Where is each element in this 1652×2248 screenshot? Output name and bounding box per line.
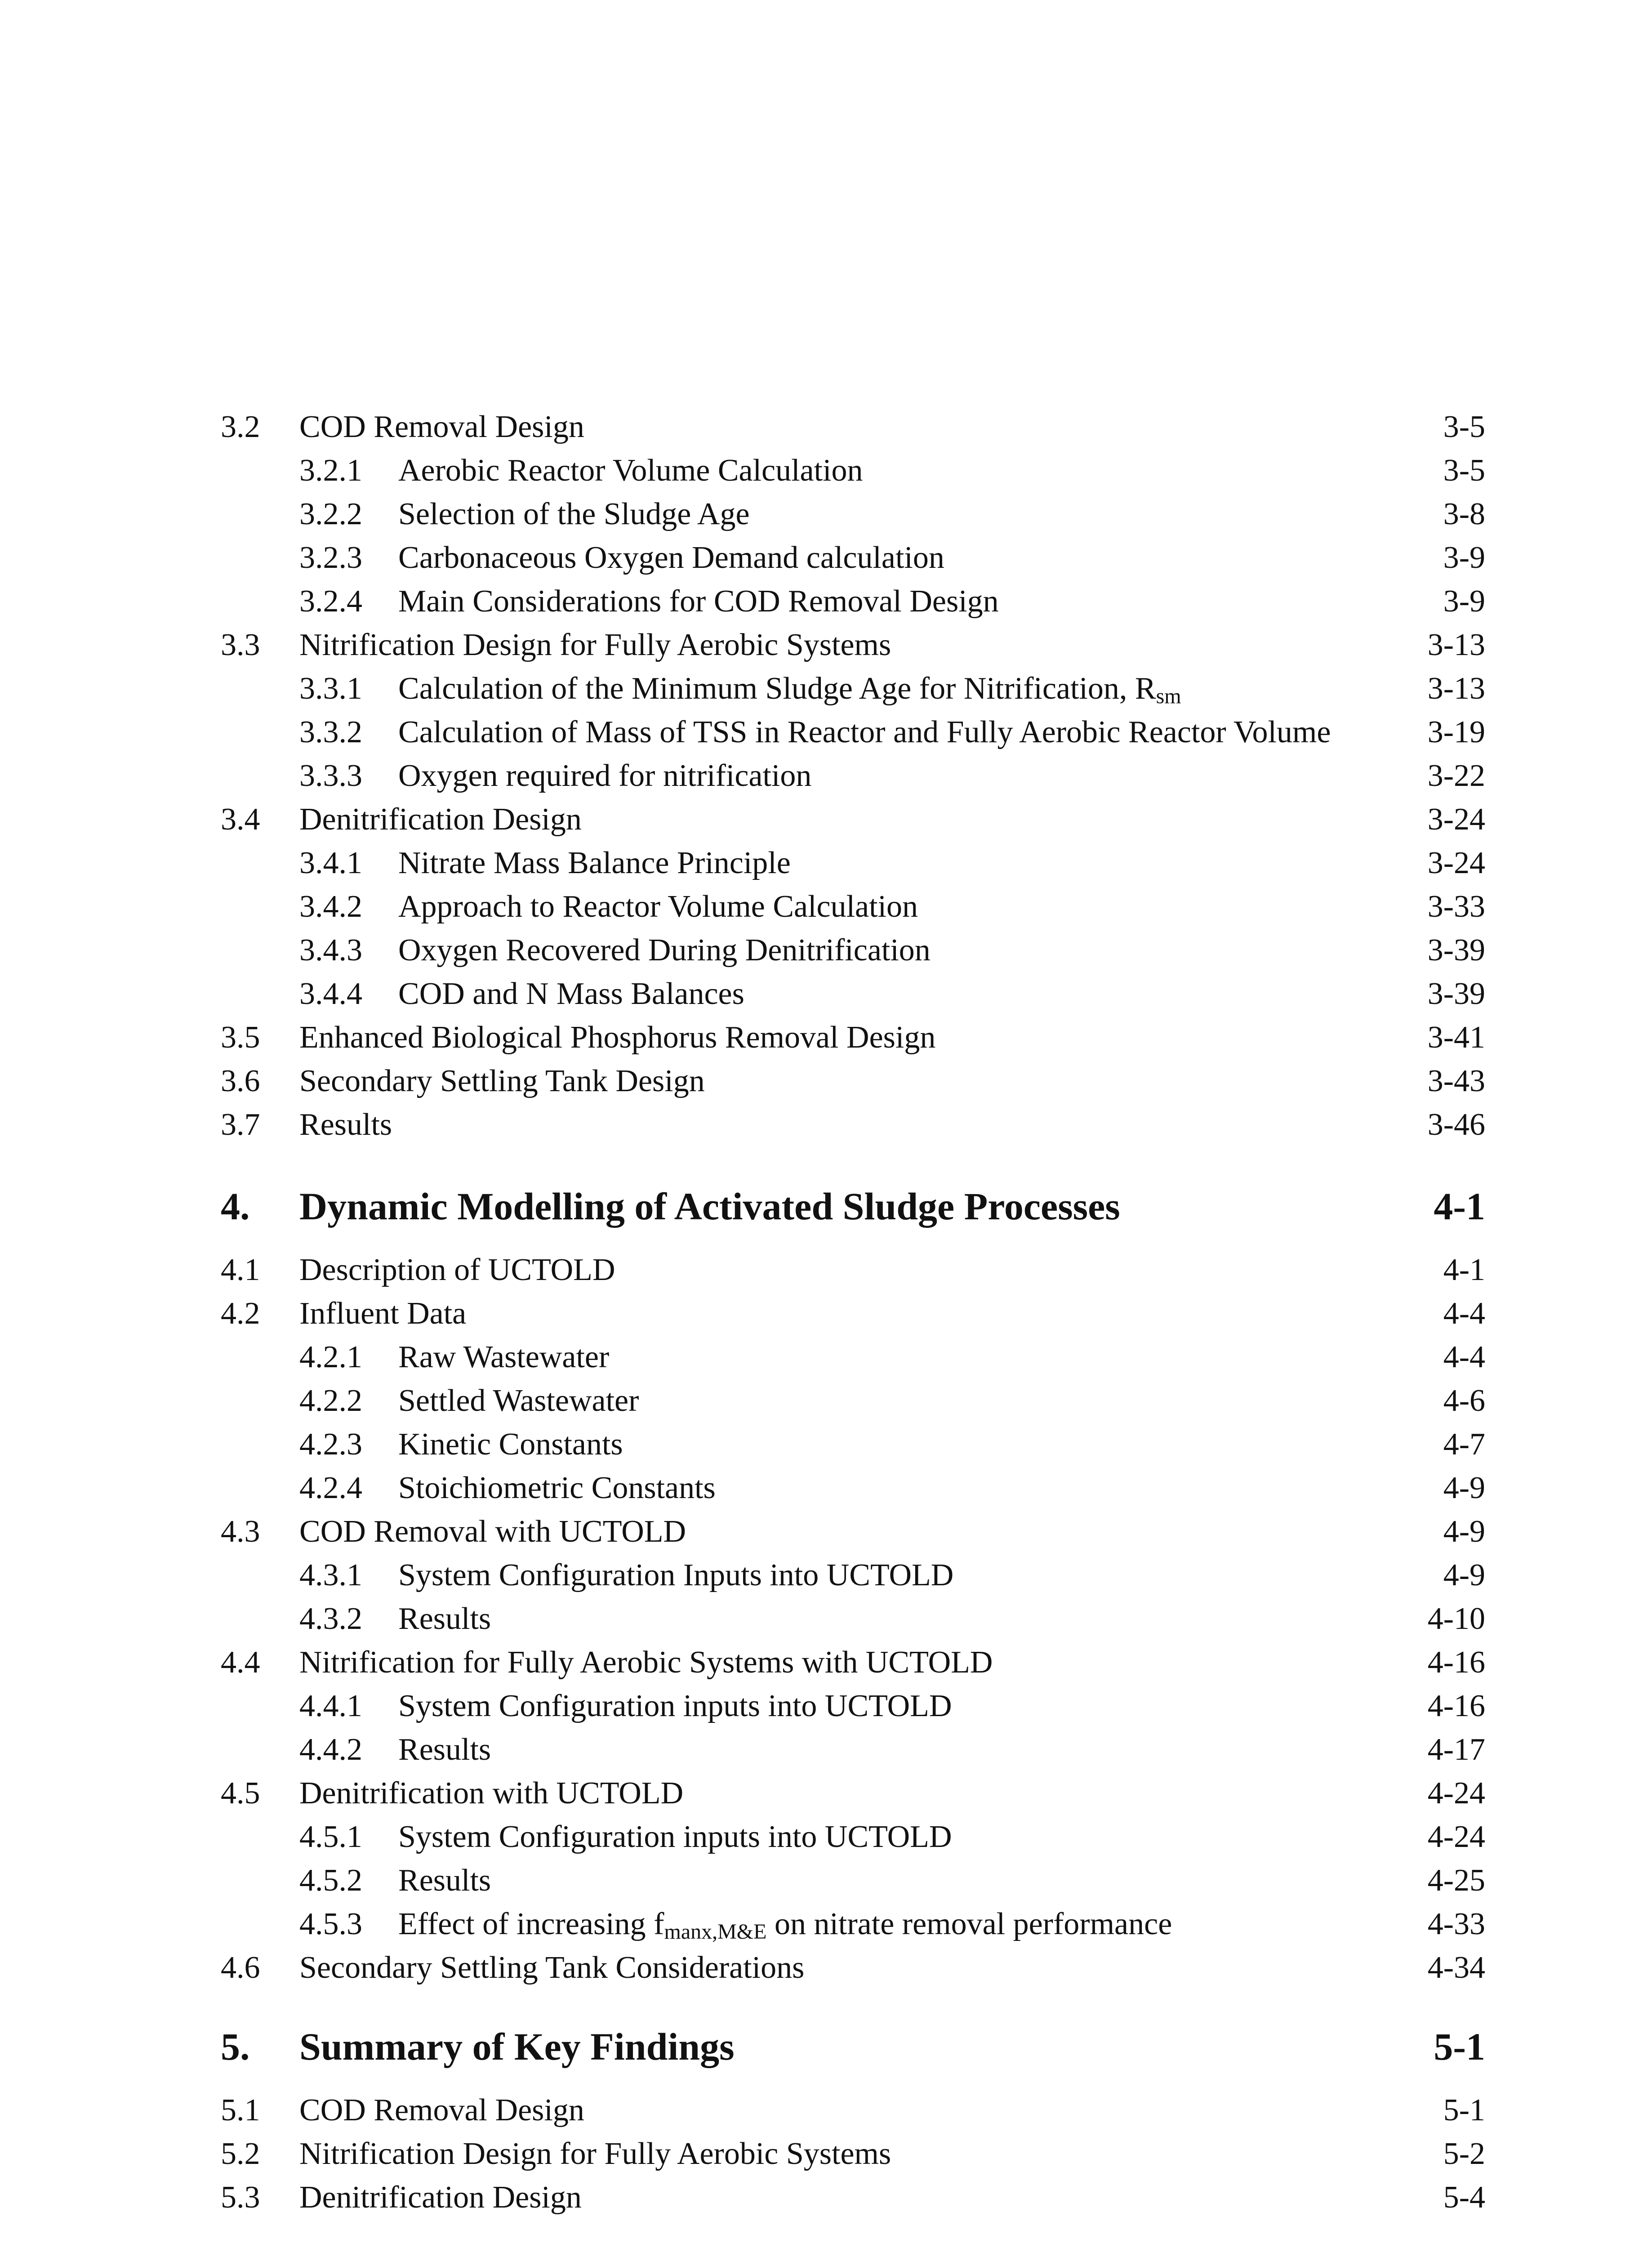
toc-entry-4-1[interactable] bbox=[0, 1249, 1652, 1292]
page-number: 4-33 bbox=[1427, 1907, 1485, 1941]
toc-entry-4-3-2[interactable] bbox=[0, 1597, 1652, 1641]
section-number: 4.5.3 bbox=[299, 1907, 362, 1941]
toc-entry-4-3-1[interactable] bbox=[0, 1554, 1652, 1597]
section-title: Influent Data bbox=[299, 1296, 467, 1331]
toc-entry-3-2[interactable] bbox=[0, 406, 1652, 449]
section-number: 4.5.2 bbox=[299, 1863, 362, 1898]
page-number: 5-4 bbox=[1443, 2180, 1485, 2215]
section-title bbox=[398, 667, 1181, 714]
page-number: 5-1 bbox=[1434, 2025, 1485, 2068]
toc-entry-4-5[interactable] bbox=[0, 1772, 1652, 1815]
toc-entry-3-4-1[interactable] bbox=[0, 842, 1652, 885]
toc-entry-4-5-1[interactable] bbox=[0, 1815, 1652, 1859]
page-number: 3-24 bbox=[1427, 802, 1485, 837]
toc-entry-4-2-4[interactable] bbox=[0, 1467, 1652, 1510]
page-number: 3-39 bbox=[1427, 933, 1485, 968]
section-number: 3.2.1 bbox=[299, 453, 362, 488]
page-number: 3-19 bbox=[1427, 715, 1485, 749]
page-number: 4-4 bbox=[1443, 1340, 1485, 1374]
page-number: 3-24 bbox=[1427, 846, 1485, 880]
toc-entry-3-2-1[interactable] bbox=[0, 449, 1652, 492]
section-title: Raw Wastewater bbox=[398, 1340, 610, 1374]
page-number: 3-9 bbox=[1443, 584, 1485, 619]
toc-entry-4-2-2[interactable] bbox=[0, 1379, 1652, 1423]
section-number: 3.5 bbox=[221, 1020, 260, 1055]
section-number: 3.6 bbox=[221, 1064, 260, 1098]
section-number: 3.4.3 bbox=[299, 933, 362, 968]
page-number: 3-8 bbox=[1443, 497, 1485, 531]
section-number: 4.1 bbox=[221, 1253, 260, 1287]
section-title: Secondary Settling Tank Design bbox=[299, 1064, 705, 1098]
section-title: Enhanced Biological Phosphorus Removal Design bbox=[299, 1020, 936, 1055]
section-number: 5.1 bbox=[221, 2093, 260, 2128]
page-number: 4-10 bbox=[1427, 1601, 1485, 1636]
page-number: 3-33 bbox=[1427, 889, 1485, 924]
chapter-number: 4. bbox=[221, 1185, 250, 1228]
page-number: 3-43 bbox=[1427, 1064, 1485, 1098]
toc-entry-3-2-2[interactable] bbox=[0, 493, 1652, 536]
toc-entry-4-5-3[interactable] bbox=[0, 1903, 1652, 1946]
toc-entry-4-4-1[interactable] bbox=[0, 1685, 1652, 1728]
page-number: 4-9 bbox=[1443, 1514, 1485, 1549]
page-number: 4-4 bbox=[1443, 1296, 1485, 1331]
section-title: Carbonaceous Oxygen Demand calculation bbox=[398, 540, 944, 575]
section-number: 4.2.2 bbox=[299, 1383, 362, 1418]
page-number: 4-24 bbox=[1427, 1820, 1485, 1854]
page-number: 3-13 bbox=[1427, 628, 1485, 662]
section-title: System Configuration inputs into UCTOLD bbox=[398, 1689, 952, 1723]
section-number: 4.3 bbox=[221, 1514, 260, 1549]
section-title: Results bbox=[398, 1732, 491, 1767]
toc-entry-4-2-3[interactable] bbox=[0, 1423, 1652, 1466]
section-title: Results bbox=[398, 1863, 491, 1898]
toc-entry-4-2-1[interactable] bbox=[0, 1336, 1652, 1379]
section-title: COD Removal Design bbox=[299, 2093, 584, 2128]
page-number: 3-5 bbox=[1443, 453, 1485, 488]
section-number: 3.2.2 bbox=[299, 497, 362, 531]
section-number: 4.4.1 bbox=[299, 1689, 362, 1723]
toc-chapter-5[interactable] bbox=[0, 2022, 1652, 2071]
section-number: 4.4 bbox=[221, 1645, 260, 1680]
section-number: 3.2.4 bbox=[299, 584, 362, 619]
page-number: 4-9 bbox=[1443, 1558, 1485, 1592]
page-number: 4-7 bbox=[1443, 1427, 1485, 1462]
section-number: 4.4.2 bbox=[299, 1732, 362, 1767]
section-number: 5.2 bbox=[221, 2136, 260, 2171]
section-title: Selection of the Sludge Age bbox=[398, 497, 750, 531]
page-number: 4-34 bbox=[1427, 1950, 1485, 1985]
page-number: 3-22 bbox=[1427, 758, 1485, 793]
section-title: Stoichiometric Constants bbox=[398, 1471, 716, 1505]
section-number: 4.2.3 bbox=[299, 1427, 362, 1462]
toc-entry-4-5-2[interactable] bbox=[0, 1859, 1652, 1902]
section-title: Nitrate Mass Balance Principle bbox=[398, 846, 791, 880]
toc-entry-3-3-3[interactable] bbox=[0, 754, 1652, 798]
page-number: 3-41 bbox=[1427, 1020, 1485, 1055]
title-subscript: manx,M&E bbox=[664, 1920, 767, 1944]
page-number: 4-24 bbox=[1427, 1776, 1485, 1811]
section-number: 3.4.4 bbox=[299, 977, 362, 1011]
title-text: Calculation of the Minimum Sludge Age for Nitrification, R bbox=[398, 671, 1156, 706]
toc-entry-3-3-1[interactable] bbox=[0, 667, 1652, 710]
section-number: 3.3.3 bbox=[299, 758, 362, 793]
section-title: Approach to Reactor Volume Calculation bbox=[398, 889, 918, 924]
title-text: Effect of increasing f bbox=[398, 1907, 664, 1941]
toc-entry-4-6[interactable] bbox=[0, 1946, 1652, 1989]
section-title: COD Removal Design bbox=[299, 410, 584, 444]
toc-entry-3-4-3[interactable] bbox=[0, 929, 1652, 972]
toc-entry-3-2-3[interactable] bbox=[0, 536, 1652, 580]
toc-entry-5-1[interactable] bbox=[0, 2089, 1652, 2132]
toc-entry-3-3[interactable] bbox=[0, 624, 1652, 667]
section-title: Nitrification for Fully Aerobic Systems with UCTOLD bbox=[299, 1645, 993, 1680]
toc-entry-3-3-2[interactable] bbox=[0, 711, 1652, 754]
page-number: 4-1 bbox=[1434, 1185, 1485, 1228]
section-number: 3.3.1 bbox=[299, 671, 362, 706]
page-number: 3-13 bbox=[1427, 671, 1485, 706]
section-number: 4.6 bbox=[221, 1950, 260, 1985]
section-number: 4.2.1 bbox=[299, 1340, 362, 1374]
section-title: COD and N Mass Balances bbox=[398, 977, 744, 1011]
section-number: 4.2 bbox=[221, 1296, 260, 1331]
section-title: Kinetic Constants bbox=[398, 1427, 623, 1462]
section-title: Nitrification Design for Fully Aerobic Systems bbox=[299, 2136, 891, 2171]
page-number: 3-9 bbox=[1443, 540, 1485, 575]
section-number: 3.3 bbox=[221, 628, 260, 662]
toc-entry-3-4-4[interactable] bbox=[0, 972, 1652, 1016]
section-number: 4.5.1 bbox=[299, 1820, 362, 1854]
section-title: Settled Wastewater bbox=[398, 1383, 639, 1418]
section-number: 3.7 bbox=[221, 1107, 260, 1142]
section-title: Calculation of Mass of TSS in Reactor and Fully Aerobic Reactor Volume bbox=[398, 715, 1331, 749]
section-title: Results bbox=[398, 1601, 491, 1636]
toc-entry-4-4-2[interactable] bbox=[0, 1728, 1652, 1771]
chapter-number: 5. bbox=[221, 2025, 250, 2068]
section-number: 4.2.4 bbox=[299, 1471, 362, 1505]
section-title: Secondary Settling Tank Considerations bbox=[299, 1950, 805, 1985]
section-title: System Configuration Inputs into UCTOLD bbox=[398, 1558, 954, 1592]
section-title: Results bbox=[299, 1107, 392, 1142]
section-title: Oxygen required for nitrification bbox=[398, 758, 812, 793]
page-number: 3-46 bbox=[1427, 1107, 1485, 1142]
section-number: 5.3 bbox=[221, 2180, 260, 2215]
toc-entry-4-2[interactable] bbox=[0, 1292, 1652, 1335]
page-number: 3-5 bbox=[1443, 410, 1485, 444]
page-number: 3-39 bbox=[1427, 977, 1485, 1011]
toc-entry-5-2[interactable] bbox=[0, 2132, 1652, 2176]
toc-entry-3-5[interactable] bbox=[0, 1016, 1652, 1059]
section-title: Aerobic Reactor Volume Calculation bbox=[398, 453, 863, 488]
section-number: 4.3.1 bbox=[299, 1558, 362, 1592]
section-number: 3.4 bbox=[221, 802, 260, 837]
section-title: Denitrification Design bbox=[299, 802, 582, 837]
section-title: Denitrification with UCTOLD bbox=[299, 1776, 684, 1811]
section-number: 3.4.1 bbox=[299, 846, 362, 880]
toc-entry-4-4[interactable] bbox=[0, 1641, 1652, 1684]
toc-entry-3-2-4[interactable] bbox=[0, 580, 1652, 623]
section-number: 3.2 bbox=[221, 410, 260, 444]
page-number: 4-16 bbox=[1427, 1645, 1485, 1680]
toc-entry-4-3[interactable] bbox=[0, 1510, 1652, 1553]
page-number: 4-9 bbox=[1443, 1471, 1485, 1505]
page-number: 5-2 bbox=[1443, 2136, 1485, 2171]
page-number: 4-16 bbox=[1427, 1689, 1485, 1723]
page-number: 4-1 bbox=[1443, 1253, 1485, 1287]
section-title: System Configuration inputs into UCTOLD bbox=[398, 1820, 952, 1854]
section-title: Denitrification Design bbox=[299, 2180, 582, 2215]
title-text-after: on nitrate removal performance bbox=[766, 1907, 1172, 1941]
toc-entry-3-7[interactable] bbox=[0, 1103, 1652, 1146]
page-number: 4-17 bbox=[1427, 1732, 1485, 1767]
toc-entry-5-3[interactable] bbox=[0, 2176, 1652, 2219]
section-number: 4.3.2 bbox=[299, 1601, 362, 1636]
toc-entry-3-6[interactable] bbox=[0, 1060, 1652, 1103]
section-title: Oxygen Recovered During Denitrification bbox=[398, 933, 931, 968]
toc-entry-3-4[interactable] bbox=[0, 798, 1652, 841]
section-title: Description of UCTOLD bbox=[299, 1253, 615, 1287]
toc-chapter-4[interactable] bbox=[0, 1182, 1652, 1231]
section-number: 3.3.2 bbox=[299, 715, 362, 749]
section-number: 3.4.2 bbox=[299, 889, 362, 924]
page-number: 5-1 bbox=[1443, 2093, 1485, 2128]
page-number: 4-6 bbox=[1443, 1383, 1485, 1418]
chapter-title: Summary of Key Findings bbox=[299, 2025, 735, 2068]
section-number: 3.2.3 bbox=[299, 540, 362, 575]
section-number: 4.5 bbox=[221, 1776, 260, 1811]
section-title: COD Removal with UCTOLD bbox=[299, 1514, 686, 1549]
section-title bbox=[398, 1903, 1172, 1949]
section-title: Nitrification Design for Fully Aerobic Systems bbox=[299, 628, 891, 662]
section-title: Main Considerations for COD Removal Design bbox=[398, 584, 999, 619]
title-subscript: sm bbox=[1156, 684, 1181, 708]
chapter-title: Dynamic Modelling of Activated Sludge Processes bbox=[299, 1185, 1120, 1228]
page-number: 4-25 bbox=[1427, 1863, 1485, 1898]
toc-entry-3-4-2[interactable] bbox=[0, 885, 1652, 928]
